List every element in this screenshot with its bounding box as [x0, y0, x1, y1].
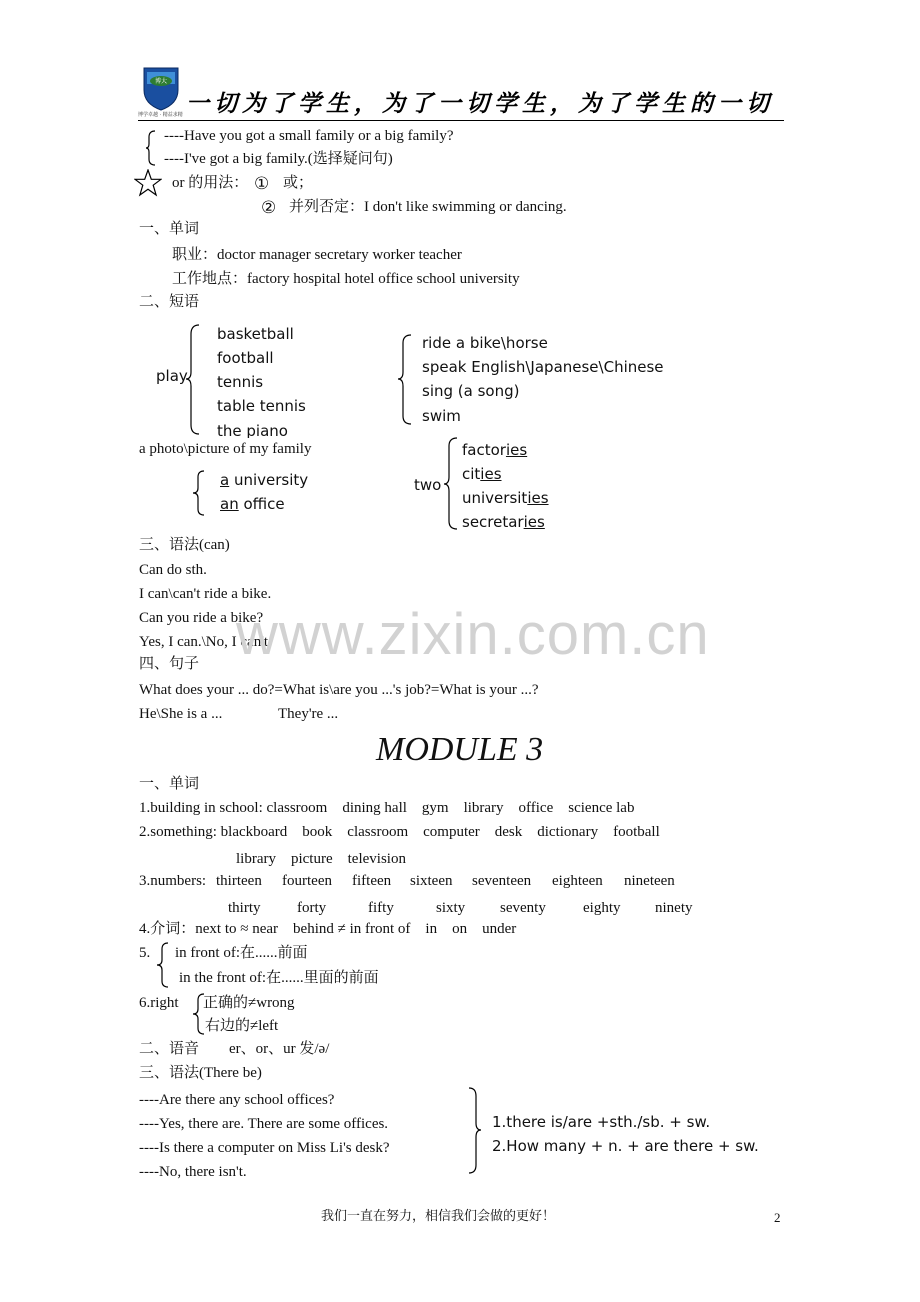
phrase-item: sing (a song) — [422, 382, 520, 400]
star-icon — [134, 169, 162, 197]
play-item: basketball — [217, 325, 294, 343]
m3-line-2: 2.something: blackboard book classroom computer desk dictionary football — [139, 824, 660, 840]
m3-line-6a: 正确的≠wrong — [203, 995, 295, 1011]
plural-suffix: ies — [523, 513, 545, 531]
brace-family-dialogue — [146, 130, 156, 166]
plural-suffix: ies — [505, 441, 528, 459]
m3-line-6-label: 6.right — [139, 995, 179, 1011]
m3-phonics: 二、语音 er、or、ur 发/ə/ — [139, 1041, 330, 1057]
m3-line-2b: library picture television — [236, 851, 406, 867]
plural-stem: universit — [462, 489, 528, 507]
plural-suffix: ies — [480, 465, 502, 483]
watermark: www.zixin.com.cn — [236, 602, 710, 667]
phrase-item: ride a bike\horse — [422, 334, 548, 352]
grammar-line: I can\can't ride a bike. — [139, 586, 272, 602]
number-word: nineteen — [624, 873, 675, 889]
m3-line-5b: in the front of:在......里面的前面 — [179, 970, 379, 986]
or-usage-num-1: ① — [254, 174, 270, 193]
or-usage-item-1: 或； — [283, 175, 314, 191]
pattern-line: 2.How many + n. + are there + sw. — [492, 1137, 759, 1155]
grammar-line: Yes, I can.\No, I can't. — [139, 634, 272, 650]
play-label: play — [156, 367, 188, 385]
or-usage-label: or 的用法： — [172, 175, 249, 191]
number-word: sixty — [436, 900, 466, 916]
number-word: sixteen — [410, 873, 453, 889]
plural-stem: factor — [462, 441, 506, 459]
number-word: seventy — [500, 900, 546, 916]
plural-stem: cit — [462, 465, 481, 483]
header-rule — [138, 120, 784, 121]
plural-item — [462, 491, 549, 506]
m3-grammar-heading: 三、语法(There be) — [139, 1065, 262, 1081]
phrase-item: speak English\Japanese\Chinese — [422, 358, 664, 376]
number-word: eighteen — [552, 873, 603, 889]
number-word: thirty — [228, 900, 261, 916]
article-item — [220, 497, 285, 512]
footer-slogan: 我们一直在努力，相信我们会做的更好！ — [321, 1208, 556, 1223]
grammar-line: Can do sth. — [139, 562, 207, 578]
dialogue-line: ----Are there any school offices? — [139, 1092, 335, 1108]
number-word: fourteen — [282, 873, 332, 889]
module-title: MODULE 3 — [376, 731, 544, 768]
sentence-line-2b: They're ... — [278, 706, 339, 722]
section-grammar-heading: 三、语法(can) — [139, 537, 230, 553]
article-item — [220, 473, 308, 488]
brace-plurals — [444, 437, 458, 531]
play-item: tennis — [217, 373, 264, 391]
logo-caption: 博学卓越 · 精益求精 — [138, 112, 183, 118]
m3-numbers-label: 3.numbers: — [139, 873, 207, 889]
m3-line-4: 4.介词：next to ≈ near behind ≠ in front of in on under — [139, 921, 517, 937]
or-usage-item-2: 并列否定：I don't like swimming or dancing. — [289, 199, 567, 215]
plural-item — [462, 443, 527, 458]
number-word: eighty — [583, 900, 621, 916]
plural-stem: secretar — [462, 513, 524, 531]
m3-words-heading: 一、单词 — [139, 776, 200, 792]
article-noun: office — [238, 495, 285, 513]
number-word: fifty — [368, 900, 394, 916]
pattern-line: 1.there is/are +sth./sb. + sw. — [492, 1113, 711, 1131]
brace-front-of — [157, 942, 169, 988]
or-usage-num-2: ② — [261, 198, 277, 217]
section-sentences-heading: 四、句子 — [139, 656, 200, 672]
dialogue-question: ----Have you got a small family or a big family? — [164, 128, 454, 144]
words-places: 工作地点：factory hospital hotel office school university — [172, 271, 520, 287]
dialogue-line: ----Is there a computer on Miss Li's desk? — [139, 1140, 390, 1156]
article-word: a — [220, 471, 230, 489]
article-word: an — [220, 495, 239, 513]
page-number: 2 — [774, 1210, 781, 1225]
play-item: football — [217, 349, 274, 367]
brace-play — [186, 324, 200, 436]
number-word: forty — [297, 900, 327, 916]
dialogue-line: ----No, there isn't. — [139, 1164, 247, 1180]
header-title: 一切为了学生，为了一切学生，为了学生的一切 — [186, 90, 774, 117]
brace-there-be — [468, 1087, 482, 1175]
section-phrases-heading: 二、短语 — [139, 294, 200, 310]
dialogue-answer: ----I've got a big family.(选择疑问句) — [164, 151, 393, 167]
m3-line-1: 1.building in school: classroom dining hall gym library office science lab — [139, 800, 635, 816]
play-item: table tennis — [217, 397, 306, 415]
plural-item — [462, 515, 545, 530]
photo-phrase: a photo\picture of my family — [139, 441, 312, 457]
m3-line-5-label: 5. — [139, 945, 151, 961]
number-word: ninety — [655, 900, 693, 916]
plural-suffix: ies — [527, 489, 549, 507]
number-word: thirteen — [216, 873, 262, 889]
play-item: the piano — [217, 424, 288, 438]
brace-other-phrases — [398, 334, 412, 426]
number-word: seventeen — [472, 873, 532, 889]
m3-line-5a: in front of:在......前面 — [175, 945, 308, 961]
logo-text: 博大 — [154, 78, 168, 85]
number-word: fifteen — [352, 873, 392, 889]
words-jobs: 职业：doctor manager secretary worker teacher — [172, 247, 462, 263]
article-noun: university — [229, 471, 309, 489]
section-words-heading: 一、单词 — [139, 221, 200, 237]
school-logo — [138, 64, 184, 114]
brace-articles — [193, 470, 205, 516]
m3-line-6b: 右边的≠left — [205, 1018, 279, 1034]
two-label: two — [414, 476, 442, 494]
dialogue-line: ----Yes, there are. There are some offices. — [139, 1116, 389, 1132]
sentence-line-1: What does your ... do?=What is\are you ...'s job?=What is your ...? — [139, 682, 539, 698]
phrase-item: swim — [422, 407, 461, 425]
plural-item — [462, 467, 502, 482]
sentence-line-2a: He\She is a ... — [139, 706, 223, 722]
grammar-line: Can you ride a bike? — [139, 610, 264, 626]
